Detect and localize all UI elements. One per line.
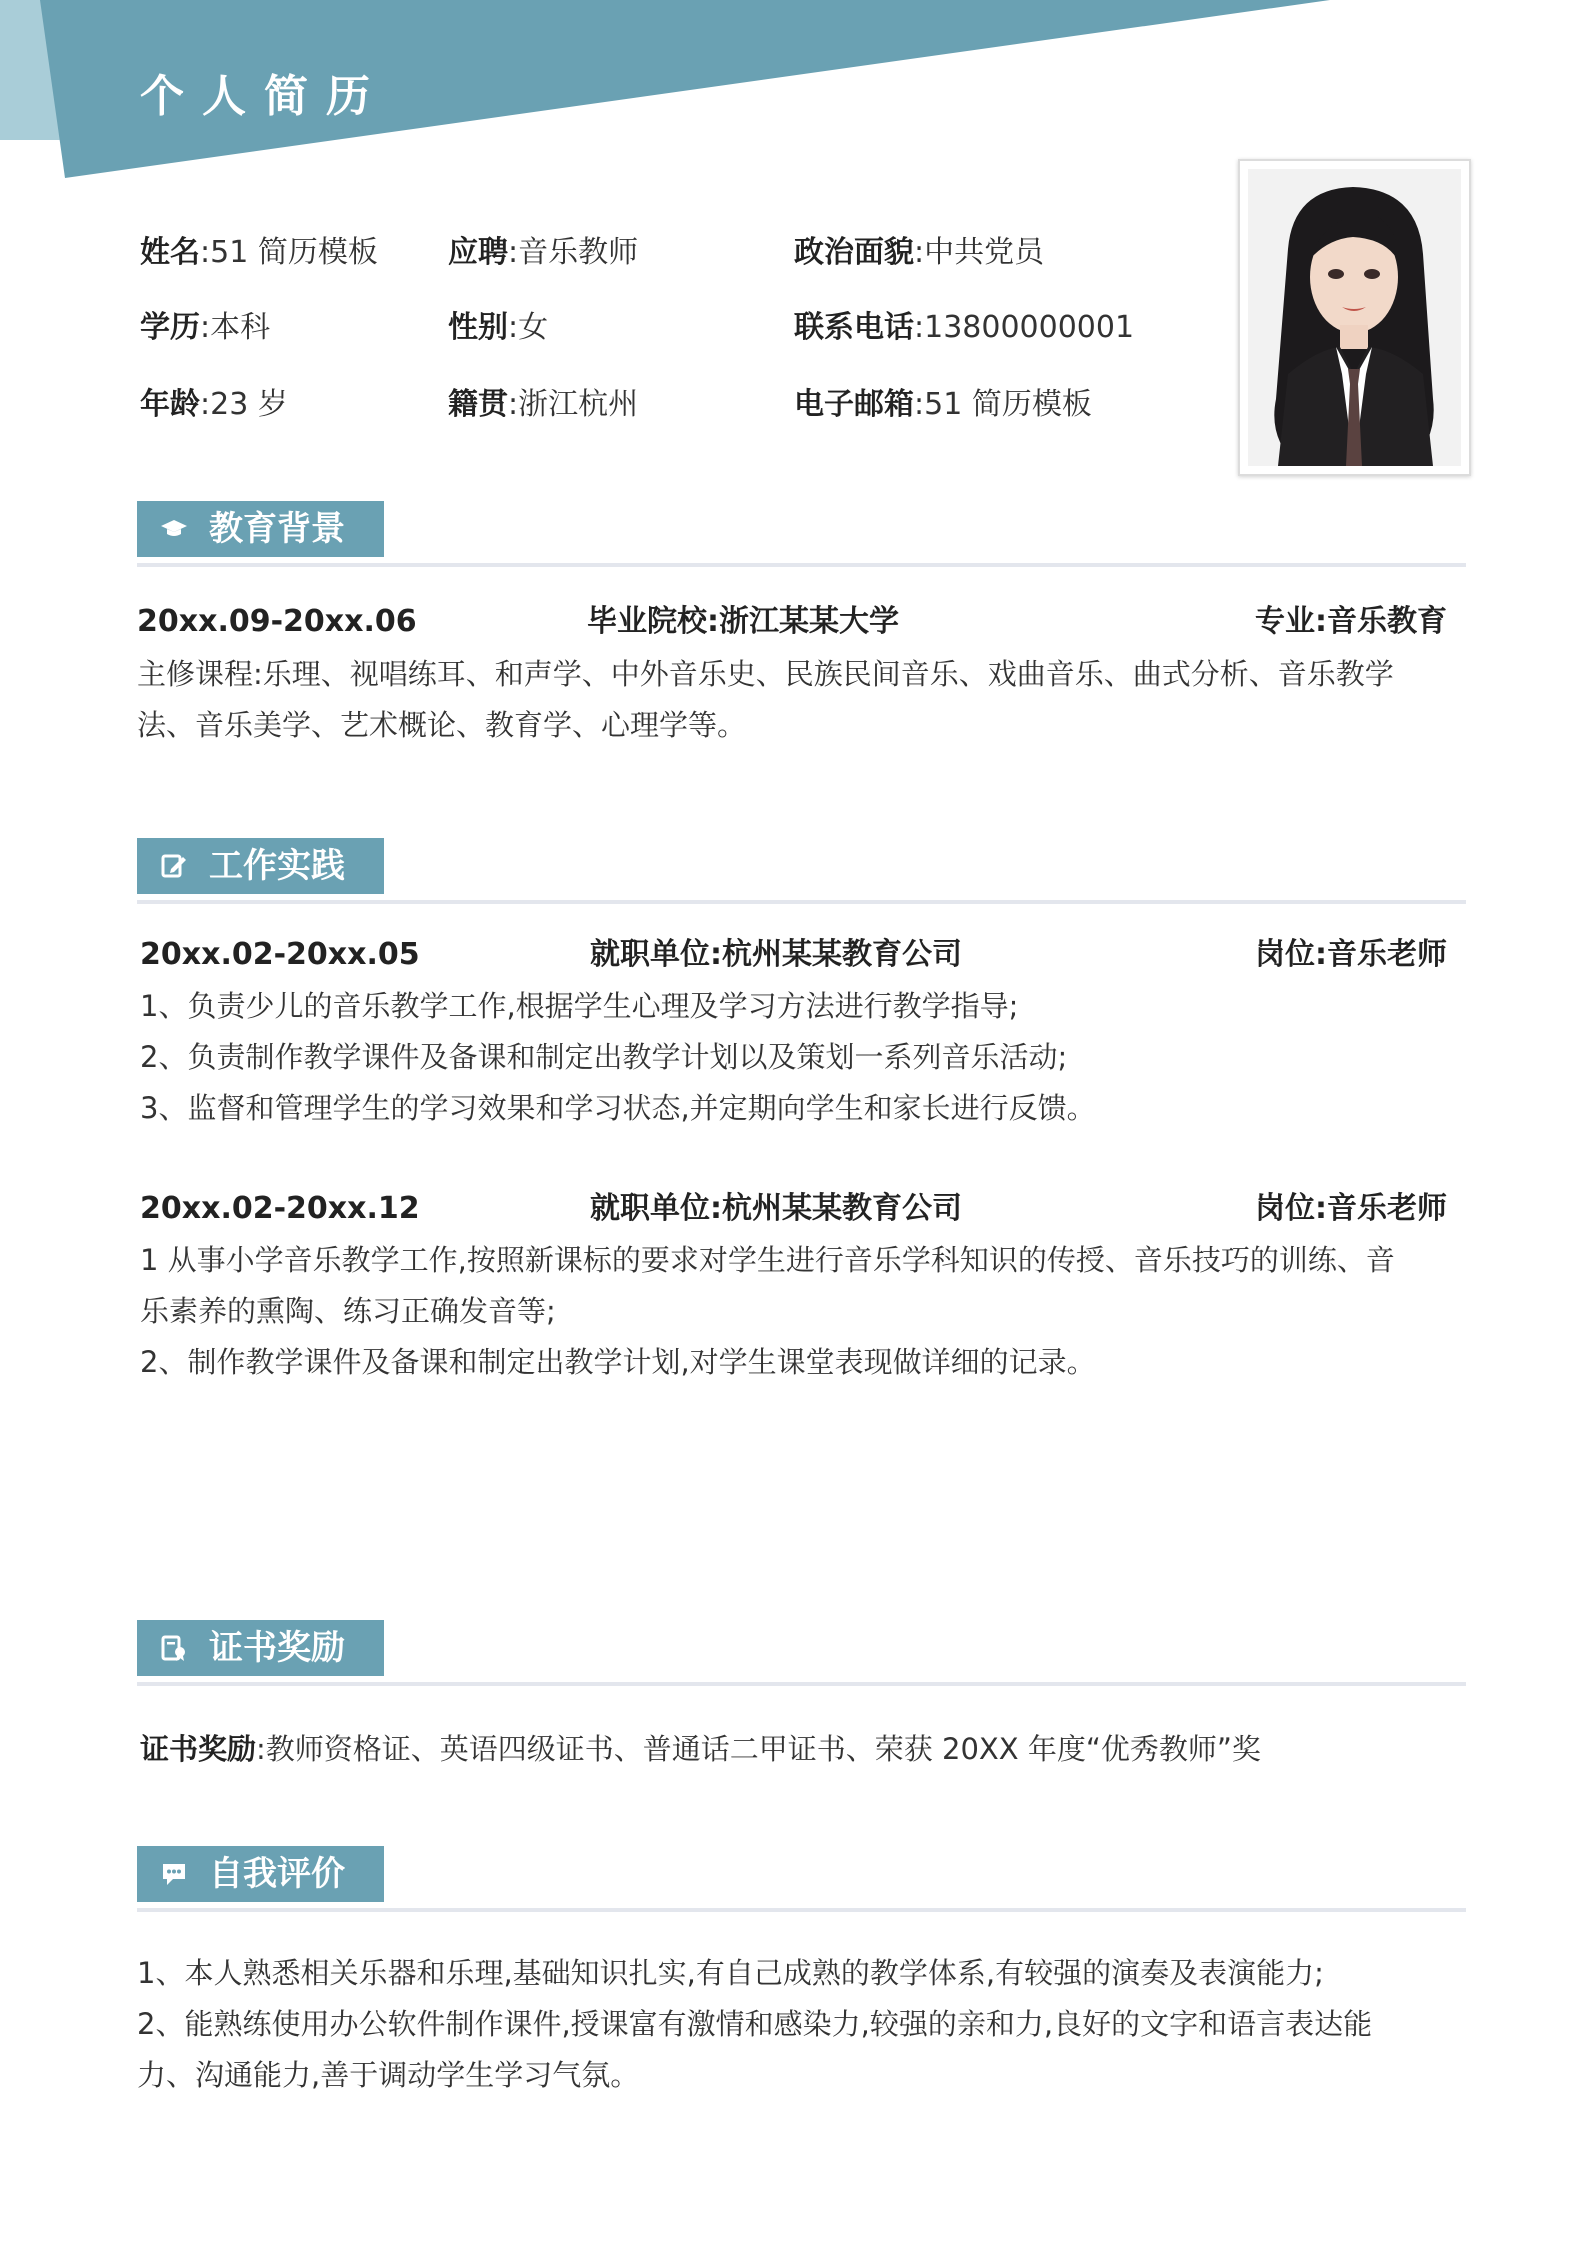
portrait-illustration [1248,169,1461,466]
section-header-education [137,501,1466,571]
text-line: 2、能熟练使用办公软件制作课件,授课富有激情和感染力,较强的亲和力,良好的文字和语言表达能 [137,2007,1373,2041]
section-header-work [137,838,1466,908]
section-divider [137,1908,1466,1912]
text-line: 1、负责少儿的音乐教学工作,根据学生心理及学习方法进行教学指导; [140,989,1019,1023]
job-duties [140,1235,1395,1388]
section-title: 教育背景 [209,509,345,549]
info-item-gender: 性别:女 [448,310,549,345]
section-divider [137,900,1466,904]
info-item-name: 姓名:51 简历模板 [140,235,378,270]
education-major: 专业:音乐教育 [1255,604,1447,639]
info-item-email: 电子邮箱:51 简历模板 [794,387,1092,422]
job-summary-row [137,934,1447,976]
job-summary-row [137,1188,1447,1230]
section-tab [137,501,384,557]
job-duties [140,981,1096,1134]
job-position: 岗位:音乐老师 [1255,1191,1447,1226]
page-title: 个人简历 [140,71,388,122]
chat-icon [161,1861,187,1887]
text-line: 法、音乐美学、艺术概论、教育学、心理学等。 [137,708,747,742]
text-line: 3、监督和管理学生的学习效果和学习状态,并定期向学生和家长进行反馈。 [140,1091,1096,1125]
text-line: 2、负责制作教学课件及备课和制定出教学计划以及策划一系列音乐活动; [140,1040,1068,1074]
certificates-value: :教师资格证、英语四级证书、普通话二甲证书、荣获 20XX 年度“优秀教师”奖 [256,1732,1261,1766]
section-tab [137,1620,384,1676]
job-period: 20xx.02-20xx.12 [140,1191,420,1226]
section-tab [137,838,384,894]
education-courses [137,649,1394,751]
text-line [140,1724,1261,1775]
info-item-education: 学历:本科 [140,310,271,345]
section-divider [137,1682,1466,1686]
text-line: 1、本人熟悉相关乐器和乐理,基础知识扎实,有自己成熟的教学体系,有较强的演奏及表演能力; [137,1956,1324,1990]
text-line: 力、沟通能力,善于调动学生学习气氛。 [137,2058,640,2092]
text-line: 2、制作教学课件及备课和制定出教学计划,对学生课堂表现做详细的记录。 [140,1345,1096,1379]
profile-photo-frame [1238,159,1471,476]
section-divider [137,563,1466,567]
self-eval-text [137,1948,1372,2101]
text-line: 主修课程:乐理、视唱练耳、和声学、中外音乐史、民族民间音乐、戏曲音乐、曲式分析、音乐教学 [137,657,1394,691]
section-header-self-eval [137,1846,1466,1916]
education-school: 毕业院校:浙江某某大学 [587,604,899,639]
job-company: 就职单位:杭州某某教育公司 [590,937,962,972]
job-position: 岗位:音乐老师 [1255,937,1447,972]
job-company: 就职单位:杭州某某教育公司 [590,1191,962,1226]
info-item-phone: 联系电话:13800000001 [794,310,1135,345]
section-title: 自我评价 [209,1854,345,1894]
info-item-age: 年龄:23 岁 [140,387,288,422]
education-summary-row [137,601,1447,643]
certificates-key: 证书奖励 [140,1732,257,1766]
profile-photo [1248,169,1461,466]
section-header-certificates [137,1620,1466,1690]
job-period: 20xx.02-20xx.05 [140,937,420,972]
section-title: 证书奖励 [209,1628,345,1668]
text-line: 乐素养的熏陶、练习正确发音等; [140,1294,556,1328]
info-item-position: 应聘:音乐教师 [448,235,639,270]
text-line: 1 从事小学音乐教学工作,按照新课标的要求对学生进行音乐学科知识的传授、音乐技巧的训练、音 [140,1243,1395,1277]
certificates-text [140,1724,1261,1775]
graduation-cap-icon [161,516,187,542]
edit-icon [161,853,187,879]
section-title: 工作实践 [209,846,345,886]
certificate-icon [161,1635,187,1661]
info-item-hometown: 籍贯:浙江杭州 [448,387,639,422]
section-tab [137,1846,384,1902]
education-period: 20xx.09-20xx.06 [137,604,417,639]
info-item-political: 政治面貌:中共党员 [794,235,1045,270]
